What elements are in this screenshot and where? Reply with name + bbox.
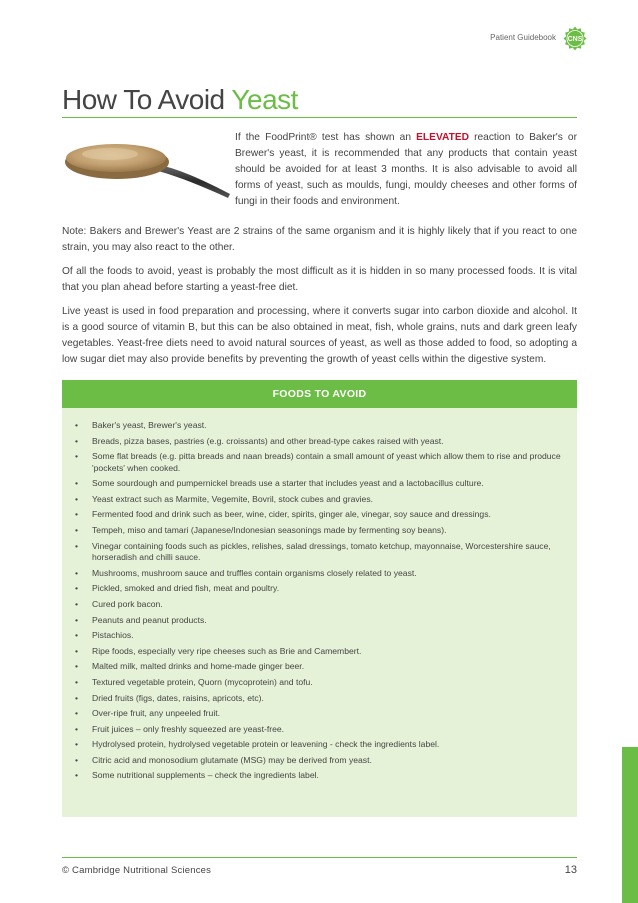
bullet-marker: • — [75, 567, 79, 578]
food-list-item — [62, 436, 577, 448]
bullet-marker: • — [75, 540, 79, 551]
bullet-marker: • — [75, 478, 79, 489]
note-paragraph: Note: Bakers and Brewer's Yeast are 2 strains of the same organism and it is highly likely that if you react to one strain, you may also react to the other. — [62, 226, 577, 253]
food-list-item — [62, 708, 577, 720]
food-list-item — [62, 739, 577, 751]
food-list-item — [62, 583, 577, 595]
food-item-text: Over-ripe fruit, any unpeeled fruit. — [92, 708, 221, 719]
header-label: Patient Guidebook — [490, 33, 556, 42]
food-item-text: Pickled, smoked and dried fish, meat and poultry. — [92, 583, 280, 594]
food-item-text: Hydrolysed protein, hydrolysed vegetable protein or leavening - check the ingredients label. — [92, 739, 440, 750]
title-main: How To Avoid — [62, 84, 225, 115]
bullet-marker: • — [75, 770, 79, 781]
bullet-marker: • — [75, 739, 79, 750]
logo-text: CNS — [567, 36, 583, 43]
spoon-of-yeast-image — [62, 132, 232, 202]
food-list-item — [62, 525, 577, 537]
foods-to-avoid-heading: FOODS TO AVOID — [62, 380, 577, 408]
intro-text — [235, 130, 577, 210]
bullet-marker: • — [75, 645, 79, 656]
food-item-text: Mushrooms, mushroom sauce and truffles contain organisms closely related to yeast. — [92, 567, 417, 578]
bullet-marker: • — [75, 692, 79, 703]
foods-list — [62, 408, 577, 782]
food-list-item — [62, 755, 577, 767]
bullet-marker: • — [75, 525, 79, 536]
food-item-text: Cured pork bacon. — [92, 598, 163, 609]
food-list-item — [62, 770, 577, 782]
food-list-item — [62, 677, 577, 689]
page-title — [62, 84, 298, 116]
food-item-text: Peanuts and peanut products. — [92, 614, 207, 625]
food-item-text: Fruit juices – only freshly squeezed are yeast-free. — [92, 723, 285, 734]
food-list-item — [62, 646, 577, 658]
bullet-marker: • — [75, 614, 79, 625]
food-list-item — [62, 478, 577, 490]
food-item-text: Yeast extract such as Marmite, Vegemite, Bovril, stock cubes and gravies. — [92, 493, 374, 504]
title-divider — [62, 117, 577, 118]
bullet-marker: • — [75, 435, 79, 446]
bullet-marker: • — [75, 723, 79, 734]
bullet-marker: • — [75, 493, 79, 504]
bullet-marker: • — [75, 676, 79, 687]
food-list-item — [62, 661, 577, 673]
food-list-item — [62, 420, 577, 432]
side-accent-bar — [622, 747, 638, 903]
food-list-item — [62, 494, 577, 506]
food-item-text: Pistachios. — [92, 630, 134, 641]
food-item-text: Malted milk, malted drinks and home-made ginger beer. — [92, 661, 305, 672]
cns-logo-icon — [563, 26, 587, 50]
food-item-text: Breads, pizza bases, pastries (e.g. croissants) and other bread-type cakes raised with yeast. — [92, 435, 444, 446]
food-item-text: Citric acid and monosodium glutamate (MSG) may be derived from yeast. — [92, 754, 372, 765]
food-list-item — [62, 615, 577, 627]
food-item-text: Fermented food and drink such as beer, wine, cider, spirits, ginger ale, vinegar, soy sauce and dressings. — [92, 509, 491, 520]
bullet-marker: • — [75, 661, 79, 672]
food-list-item — [62, 568, 577, 580]
bullet-marker: • — [75, 451, 79, 462]
food-list-item — [62, 451, 577, 474]
food-item-text: Some sourdough and pumpernickel breads use a starter that includes yeast and a lactobacillus culture. — [92, 478, 484, 489]
food-item-text: Some nutritional supplements – check the ingredients label. — [92, 770, 319, 781]
bullet-marker: • — [75, 509, 79, 520]
food-item-text: Textured vegetable protein, Quorn (mycoprotein) and tofu. — [92, 676, 313, 687]
footer-copyright: © Cambridge Nutritional Sciences — [62, 865, 212, 876]
intro-before: If the FoodPrint® test has shown an — [235, 132, 417, 143]
bullet-marker: • — [75, 583, 79, 594]
food-list-item — [62, 509, 577, 521]
foods-to-avoid-panel — [62, 380, 577, 817]
food-item-text: Ripe foods, especially very ripe cheeses such as Brie and Camembert. — [92, 645, 362, 656]
bullet-marker: • — [75, 598, 79, 609]
food-list-item — [62, 599, 577, 611]
food-item-text: Baker's yeast, Brewer's yeast. — [92, 420, 207, 430]
live-yeast-paragraph: Live yeast is used in food preparation and processing, where it converts sugar into carbon dioxide and alcohol. It is a good source of vitamin B, but this can be also obtained in meat, fish, whole grains, nuts and dark green leafy vegetables. Yeast-free diets need to avoid natural sources of yeast, as well as those added to food, so adopting a low sugar diet may also provide benefits by preventing the growth of yeast cells within the digestive system. — [62, 306, 577, 365]
food-item-text: Tempeh, miso and tamari (Japanese/Indonesian seasonings made by fermenting soy beans). — [92, 525, 447, 536]
food-list-item — [62, 541, 577, 564]
bullet-marker: • — [75, 708, 79, 719]
bullet-marker: • — [75, 630, 79, 641]
difficulty-paragraph: Of all the foods to avoid, yeast is probably the most difficult as it is hidden in so many processed foods. It is vital that you plan ahead before starting a yeast-free diet. — [62, 266, 577, 293]
food-list-item — [62, 724, 577, 736]
food-list-item — [62, 693, 577, 705]
food-item-text: Vinegar containing foods such as pickles, relishes, salad dressings, tomato ketchup, mayonnaise, Worcestershire sauce, horseradish and chilli sauce. — [92, 540, 551, 563]
food-list-item — [62, 630, 577, 642]
food-item-text: Some flat breads (e.g. pitta breads and naan breads) contain a small amount of yeast which allow them to rise and produce 'pockets' when cooked. — [92, 451, 561, 473]
title-accent: Yeast — [231, 84, 298, 115]
page-number: 13 — [564, 864, 577, 876]
elevated-highlight: ELEVATED — [416, 132, 469, 143]
footer-divider — [62, 857, 577, 858]
bullet-marker: • — [75, 754, 79, 765]
bullet-marker: • — [75, 420, 79, 430]
intro-after: reaction to Baker's or Brewer's yeast, it is recommended that any products that contain yeast should be avoided for at least 3 months. It is also advisable to avoid all forms of yeast, such as moulds, fungi, mouldy cheeses and other forms of fungi in their foods and environment. — [235, 132, 577, 207]
food-item-text: Dried fruits (figs, dates, raisins, apricots, etc). — [92, 692, 264, 703]
